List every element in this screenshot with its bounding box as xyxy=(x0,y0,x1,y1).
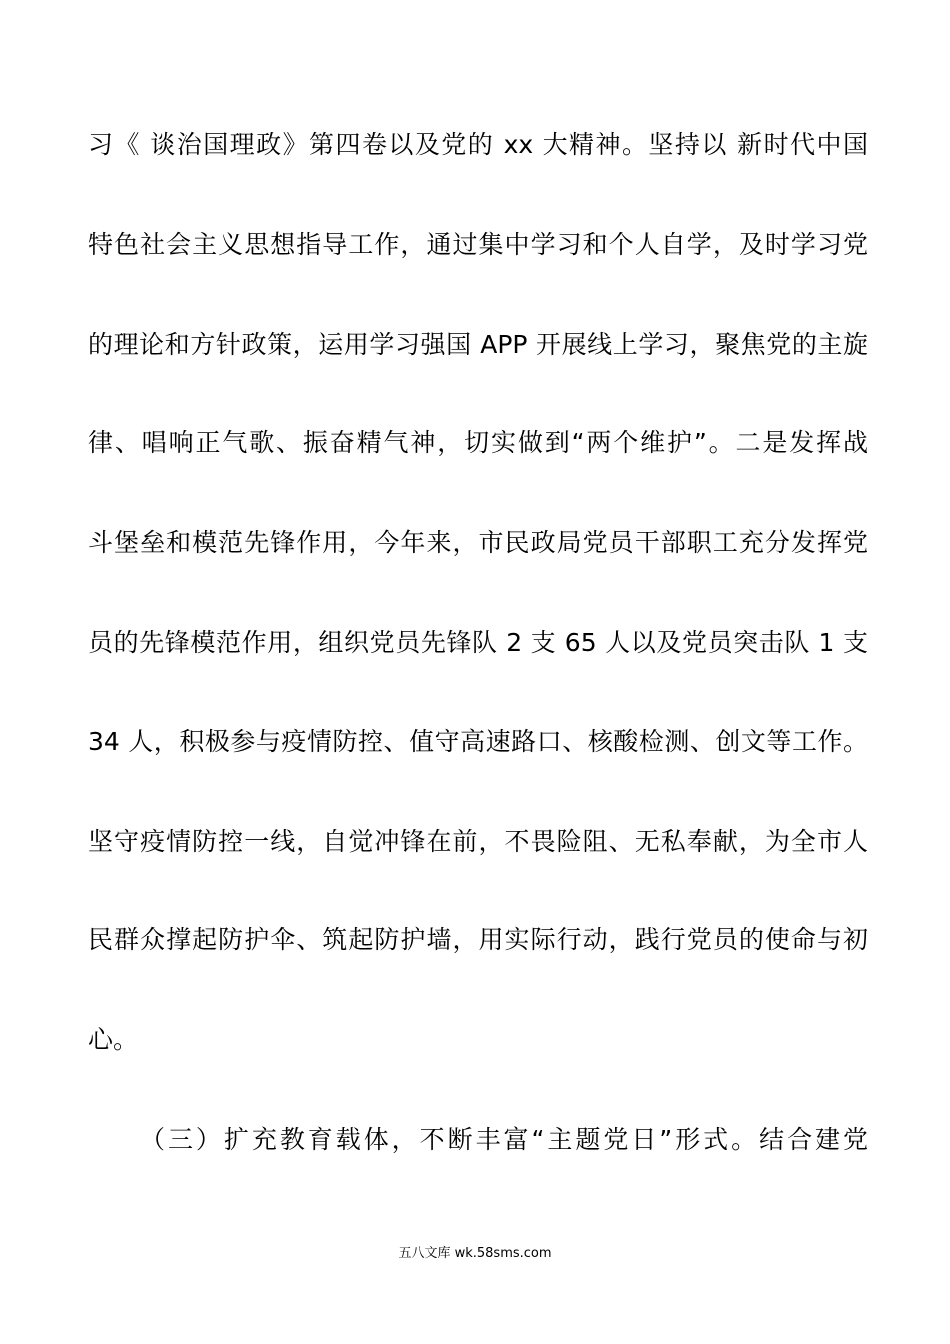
footer-watermark: 五八文库 wk.58sms.com xyxy=(398,1246,552,1261)
paragraph-line-2: 特色社会主义思想指导工作，通过集中学习和个人自学，及时学习党 xyxy=(88,230,868,259)
paragraph-line-9: 民群众撑起防护伞、筑起防护墙，用实际行动，践行党员的使命与初 xyxy=(88,925,868,954)
section-heading-line: （三）扩充教育载体，不断丰富“主题党日”形式。结合建党 xyxy=(140,1125,868,1154)
paragraph-line-4: 律、唱响正气歌、振奋精气神，切实做到“两个维护”。二是发挥战 xyxy=(88,428,868,457)
paragraph-line-5: 斗堡垒和模范先锋作用，今年来，市民政局党员干部职工充分发挥党 xyxy=(88,528,868,557)
paragraph-line-6: 员的先锋模范作用，组织党员先锋队 2 支 65 人以及党员突击队 1 支 xyxy=(88,628,868,657)
paragraph-line-8: 坚守疫情防控一线，自觉冲锋在前，不畏险阻、无私奉献，为全市人 xyxy=(88,827,868,856)
paragraph-line-3: 的理论和方针政策，运用学习强国 APP 开展线上学习，聚焦党的主旋 xyxy=(88,330,868,359)
paragraph-line-7: 34 人，积极参与疫情防控、值守高速路口、核酸检测、创文等工作。 xyxy=(88,727,868,756)
paragraph-line-1: 习《 谈治国理政》第四卷以及党的 xx 大精神。坚持以 新时代中国 xyxy=(88,130,868,159)
paragraph-line-10: 心。 xyxy=(88,1025,139,1054)
